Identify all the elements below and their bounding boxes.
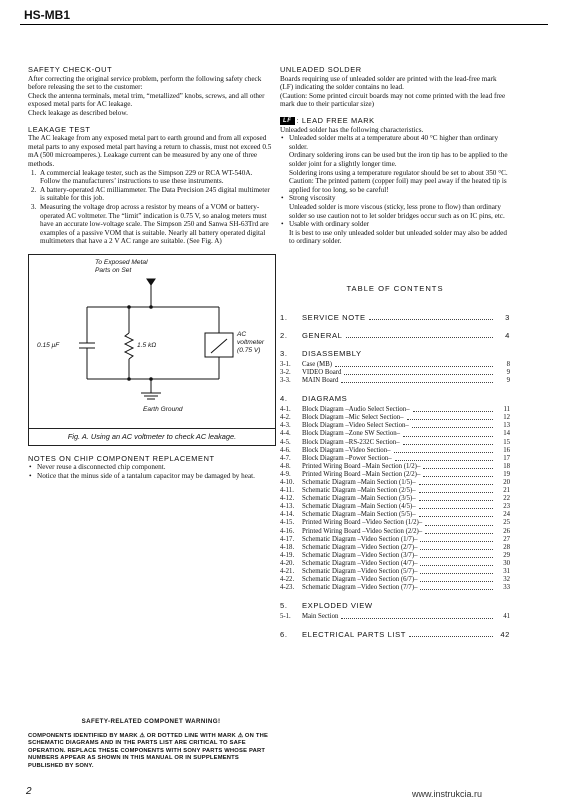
leakage-title: LEAKAGE TEST [28, 124, 91, 134]
toc-section-title: DISASSEMBLY [302, 348, 362, 358]
toc-entry-number: 4-17. [280, 535, 295, 543]
toc-entry[interactable] [280, 369, 510, 377]
toc-entry-number: 4-19. [280, 551, 295, 559]
lead-free-item-text: • Strong viscosity [289, 194, 336, 203]
toc-entry[interactable] [280, 463, 510, 471]
toc-section[interactable] [280, 349, 510, 358]
lf-mark-icon: LF [280, 117, 295, 125]
toc-page: 11 [503, 406, 510, 414]
toc-leader [420, 560, 493, 566]
figure-label-top2: Parts on Set [95, 266, 132, 274]
toc-page: 20 [503, 479, 510, 486]
toc-page: 8 [506, 360, 510, 368]
toc-leader [423, 471, 493, 477]
toc-section-number: 2. [280, 330, 288, 340]
toc-page: 16 [503, 446, 510, 454]
toc-leader [369, 313, 493, 320]
safety-check-title: SAFETY CHECK-OUT [28, 65, 113, 74]
toc-leader [420, 544, 493, 550]
toc-section-number: 3. [280, 348, 288, 358]
toc-leader [344, 369, 493, 375]
toc-entry-title: Schematic Diagram –Main Section (2/5)– [302, 487, 416, 495]
toc-entry-title: Printed Wiring Board –Main Section (1/2)– [302, 462, 421, 470]
toc-entry-title: Printed Wiring Board –Video Section (1/2)– [302, 519, 423, 527]
toc-leader [420, 552, 493, 558]
toc-entry-title: Schematic Diagram –Main Section (1/5)– [302, 479, 416, 486]
toc-page: 31 [503, 568, 510, 576]
toc-entry[interactable] [280, 528, 510, 536]
toc-section-title: SERVICE NOTE [302, 312, 366, 322]
unleaded-title: UNLEADED SOLDER [280, 65, 362, 74]
toc-entry-number: 4-20. [280, 559, 295, 567]
toc-leader [395, 455, 493, 461]
toc-page: 9 [506, 368, 510, 376]
toc-entry[interactable] [280, 487, 510, 495]
toc-entry-title: Main Section [302, 613, 339, 621]
leakage-method: 3. Measuring the voltage drop across a resistor by means of a VOM or battery-operated AC voltmeter. The “limit” indication is 0.75 V, so analog meters must have an accurate low-voltage scale. The Simpson 250 and Sanwa SH-63Trd are examples of a passive VOM that is suitable. Nearly all battery operated digital multimeters that have a 2 V AC range are suitable. (See Fig. A) [38, 203, 274, 246]
leakage-method: 2. A battery-operated AC milliammeter. The Data Precision 245 digital multimeter is suitable for this job. [38, 186, 274, 203]
toc-page: 25 [503, 519, 510, 527]
toc-entry[interactable] [280, 406, 510, 414]
lead-free-item [289, 194, 510, 220]
toc-entry-number: 4-2. [280, 414, 291, 422]
toc-entry[interactable] [280, 560, 510, 568]
safety-warning-text: COMPONENTS IDENTIFIED BY MARK ⚠ OR DOTTED LINE WITH MARK ⚠ ON THE SCHEMATIC DIAGRAMS AND IN THE PARTS LIST ARE CRITICAL TO SAFE OPERATION. REPLACE THESE COMPONENTS WITH SONY PARTS WHOSE PART NUMBERS APPEAR AS SHOWN IN THIS MANUAL OR IN SUPPLEMENTS PUBLISHED BY SONY. [28, 733, 269, 769]
toc-entry-number: 4-18. [280, 543, 295, 551]
toc-entry-number: 3-2. [280, 368, 291, 376]
toc-leader [420, 568, 493, 574]
toc-page: 22 [503, 495, 510, 503]
toc-entry-title: Printed Wiring Board –Main Section (2/2)– [302, 470, 421, 478]
toc-section-number: 1. [280, 312, 288, 322]
toc-page: 9 [506, 377, 510, 385]
toc-entry-title: Block Diagram –Video Select Section– [302, 422, 409, 430]
toc-entry-number: 5-1. [280, 613, 291, 621]
toc-entry-number: 3-3. [280, 377, 291, 385]
toc-entry-title: MAIN Board [302, 377, 339, 385]
lead-free-heading [280, 117, 510, 126]
toc-entry-title: Case (MB) [302, 360, 333, 368]
toc-entry[interactable] [280, 576, 510, 584]
lead-free-item-sub: Soldering irons using a temperature regulator should be set to about 350 °C. [289, 168, 508, 177]
toc-entry-title: Schematic Diagram –Video Section (6/7)– [302, 576, 418, 584]
right-column [280, 66, 510, 639]
unleaded-p1: Boards requiring use of unleaded solder are printed with the lead-free mark (LF) indicating the solder contains no lead. [280, 74, 497, 92]
toc-leader [341, 377, 493, 383]
toc-entry-number: 4-12. [280, 495, 295, 503]
toc-leader [425, 519, 493, 525]
toc-page: 15 [503, 438, 510, 446]
leakage-method: 1. A commercial leakage tester, such as the Simpson 229 or RCA WT-540A. Follow the manufacturers’ instructions to use these instruments. [38, 169, 274, 186]
toc-leader [420, 576, 493, 582]
toc-entry-title: Block Diagram –RS-232C Section– [302, 438, 400, 446]
toc-entry[interactable] [280, 584, 510, 592]
toc-leader [335, 361, 493, 367]
toc-page: 28 [503, 543, 510, 551]
toc-entry-number: 4-23. [280, 584, 295, 592]
toc-entry[interactable] [280, 377, 510, 385]
toc-leader [407, 414, 493, 420]
toc-leader [420, 584, 493, 590]
meter-label-2: voltmeter [237, 338, 265, 346]
toc-entry-number: 4-8. [280, 462, 291, 470]
toc-page: 23 [503, 503, 510, 511]
toc-entry-number: 4-15. [280, 519, 295, 527]
toc-page: 17 [503, 454, 510, 462]
toc-entry[interactable] [280, 479, 510, 487]
lead-free-item-text: • Usable with ordinary solder [289, 220, 370, 229]
toc-title: TABLE OF CONTENTS [346, 283, 444, 293]
lead-free-list [280, 134, 510, 246]
toc-entry-number: 4-22. [280, 576, 295, 584]
toc-entry[interactable] [280, 447, 510, 455]
toc-entry-number: 4-11. [280, 487, 294, 495]
toc-entry-number: 4-5. [280, 438, 291, 446]
toc-entry-title: Block Diagram –Zone SW Section– [302, 430, 401, 438]
toc-page: 32 [503, 576, 510, 584]
toc-page: 18 [503, 462, 510, 470]
toc-entry-title: Block Diagram –Power Section– [302, 454, 392, 462]
toc-leader [394, 447, 494, 453]
ground-label: Earth Ground [143, 405, 183, 413]
figure-label-top1: To Exposed Metal [95, 258, 148, 266]
lead-free-item-caution: Caution: The printed pattern (copper foil) may peel away if the heated tip is applied for too long, so be careful! [289, 177, 507, 194]
toc-entry[interactable] [280, 471, 510, 479]
toc-entry-number: 4-9. [280, 470, 291, 478]
toc-leader [346, 331, 494, 338]
toc-entry-number: 4-4. [280, 430, 291, 438]
toc-entry-title: Schematic Diagram –Main Section (4/5)– [302, 503, 416, 511]
toc-entry[interactable] [280, 422, 510, 430]
toc-leader [409, 630, 493, 637]
toc-page: 14 [503, 430, 510, 438]
safety-check-p2: Check the antenna terminals, metal trim, “metallized” knobs, screws, and all other exposed metal parts for AC leakage. [28, 91, 265, 109]
toc-section[interactable] [280, 630, 510, 639]
chip-note: • Notice that the minus side of a tantalum capacitor may be damaged by heat. [37, 472, 274, 481]
toc-entry-number: 4-6. [280, 446, 291, 454]
toc-page: 26 [503, 527, 510, 535]
table-of-contents [280, 313, 510, 640]
toc-entry-number: 4-16. [280, 527, 295, 535]
toc-page: 29 [503, 551, 510, 559]
toc-page: 33 [503, 584, 510, 592]
toc-entry-title: Schematic Diagram –Video Section (2/7)– [302, 543, 418, 551]
toc-section-number: 5. [280, 601, 288, 611]
header-rule [20, 24, 548, 25]
toc-entry[interactable] [280, 414, 510, 422]
toc-entry-title: Schematic Diagram –Video Section (5/7)– [302, 568, 418, 576]
figure-a [28, 254, 276, 446]
toc-section[interactable] [280, 313, 510, 322]
toc-section-title: GENERAL [302, 330, 343, 340]
safety-warning-title: SAFETY-RELATED COMPONET WARNING! [81, 718, 221, 725]
toc-entry-title: Schematic Diagram –Video Section (4/7)– [302, 559, 418, 567]
toc-entry-number: 3-1. [280, 360, 291, 368]
lead-free-item-sub: Ordinary soldering irons can be used but the iron tip has to be applied to the solder joint for a slightly longer time. [289, 151, 508, 168]
chip-notes-list [28, 463, 274, 480]
toc-entry[interactable] [280, 495, 510, 503]
toc-entry[interactable] [280, 503, 510, 511]
toc-entry-number: 4-13. [280, 503, 295, 511]
safety-warning [28, 718, 274, 770]
lead-free-title: : LEAD FREE MARK [296, 115, 375, 125]
figure-caption: Fig. A. Using an AC voltmeter to check AC leakage. [29, 428, 275, 445]
toc-section-title: DIAGRAMS [302, 394, 348, 404]
toc-leader [419, 479, 493, 485]
toc-page: 21 [503, 487, 510, 495]
toc-leader [403, 430, 493, 436]
chip-note: • Never reuse a disconnected chip component. [37, 463, 274, 472]
leakage-intro: The AC leakage from any exposed metal part to earth ground and from all exposed metal parts to any exposed metal part having a return to chassis, must not exceed 0.5 mA (500 microamperes.). Leakage current can be measured by any one of three methods. [28, 134, 272, 168]
toc-page: 30 [503, 559, 510, 567]
toc-entry-title: Block Diagram –Mic Select Section– [302, 414, 404, 422]
toc-entry-title: Printed Wiring Board –Video Section (2/2)– [302, 527, 423, 535]
meter-label-1: AC [237, 330, 247, 338]
toc-entry[interactable] [280, 544, 510, 552]
unleaded-caution: (Caution: Some printed circuit boards may not come printed with the lead free mark due to their particular size) [280, 91, 506, 109]
chip-notes-title: NOTES ON CHIP COMPONENT REPLACEMENT [28, 453, 215, 463]
toc-page: 3 [505, 312, 510, 322]
left-column [28, 66, 274, 481]
toc-page: 27 [503, 535, 510, 543]
leakage-methods [28, 169, 274, 246]
page-number: 2 [26, 786, 32, 797]
toc-entry[interactable] [280, 430, 510, 438]
toc-leader [419, 495, 493, 501]
toc-entry[interactable] [280, 511, 510, 519]
toc-section[interactable] [280, 331, 510, 340]
toc-page: 24 [503, 511, 510, 519]
toc-entry-title: Schematic Diagram –Main Section (5/5)– [302, 511, 416, 519]
toc-page: 42 [500, 630, 510, 640]
safety-check-p3: Check leakage as described below. [28, 108, 128, 117]
resistor-value: 1.5 kΩ [137, 341, 157, 349]
model-header: HS-MB1 [24, 8, 71, 22]
toc-section[interactable] [280, 394, 510, 403]
toc-entry-number: 4-14. [280, 511, 295, 519]
toc-entry-number: 4-10. [280, 479, 295, 486]
meter-label-3: (0.75 V) [237, 346, 261, 354]
toc-page: 12 [503, 414, 510, 422]
toc-leader [420, 536, 493, 542]
lead-free-item-text: • Unleaded solder melts at a temperature about 40 °C higher than ordinary solder. [289, 134, 499, 151]
toc-leader [419, 487, 493, 493]
toc-section[interactable] [280, 601, 510, 610]
toc-entry-number: 4-21. [280, 568, 295, 576]
toc-entry[interactable] [280, 519, 510, 527]
toc-entry-title: VIDEO Board [302, 368, 342, 376]
toc-entry-title: Block Diagram –Video Section– [302, 446, 391, 454]
toc-entry[interactable] [280, 439, 510, 447]
toc-entry-number: 4-1. [280, 406, 291, 414]
watermark-link[interactable]: www.instrukcia.ru [412, 789, 483, 799]
toc-entry[interactable] [280, 613, 510, 621]
toc-entry-title: Schematic Diagram –Main Section (3/5)– [302, 495, 416, 503]
toc-entry-title: Schematic Diagram –Video Section (1/7)– [302, 535, 418, 543]
toc-entry-number: 4-3. [280, 422, 291, 430]
toc-leader [341, 613, 493, 619]
toc-section-title: ELECTRICAL PARTS LIST [302, 630, 407, 640]
toc-leader [413, 406, 493, 412]
toc-entry[interactable] [280, 361, 510, 369]
toc-entry-number: 4-7. [280, 454, 291, 462]
toc-section-number: 4. [280, 394, 288, 404]
lead-free-item-sub: It is best to use only unleaded solder but unleaded solder may also be added to ordinary solder. [289, 228, 507, 246]
toc-entry[interactable] [280, 455, 510, 463]
toc-entry-title: Block Diagram –Audio Select Section– [302, 406, 410, 414]
safety-check-p1: After correcting the original service problem, perform the following safety check before releasing the set to the customer: [28, 74, 262, 92]
toc-page: 4 [505, 330, 510, 340]
toc-page: 41 [503, 613, 510, 621]
toc-entry[interactable] [280, 568, 510, 576]
lead-free-intro: Unleaded solder has the following characteristics. [280, 125, 424, 134]
toc-leader [419, 511, 493, 517]
toc-leader [419, 503, 493, 509]
toc-leader [412, 422, 493, 428]
toc-entry-title: Schematic Diagram –Video Section (7/7)– [302, 584, 418, 592]
toc-leader [403, 439, 493, 445]
toc-section-title: EXPLODED VIEW [302, 601, 373, 611]
lead-free-item [289, 134, 510, 194]
toc-entry[interactable] [280, 552, 510, 560]
toc-entry-title: Schematic Diagram –Video Section (3/7)– [302, 551, 418, 559]
toc-leader [423, 463, 493, 469]
toc-page: 19 [503, 470, 510, 478]
toc-leader [425, 528, 493, 534]
toc-section-number: 6. [280, 630, 288, 640]
toc-entry[interactable] [280, 536, 510, 544]
lead-free-item-sub: Unleaded solder is more viscous (sticky, less prone to flow) than ordinary solder so use caution not to let solder bridges occur such as on IC pins, etc. [289, 202, 505, 220]
capacitor-value: 0.15 μF [37, 341, 60, 349]
lead-free-item [289, 220, 510, 246]
toc-page: 13 [503, 422, 510, 430]
